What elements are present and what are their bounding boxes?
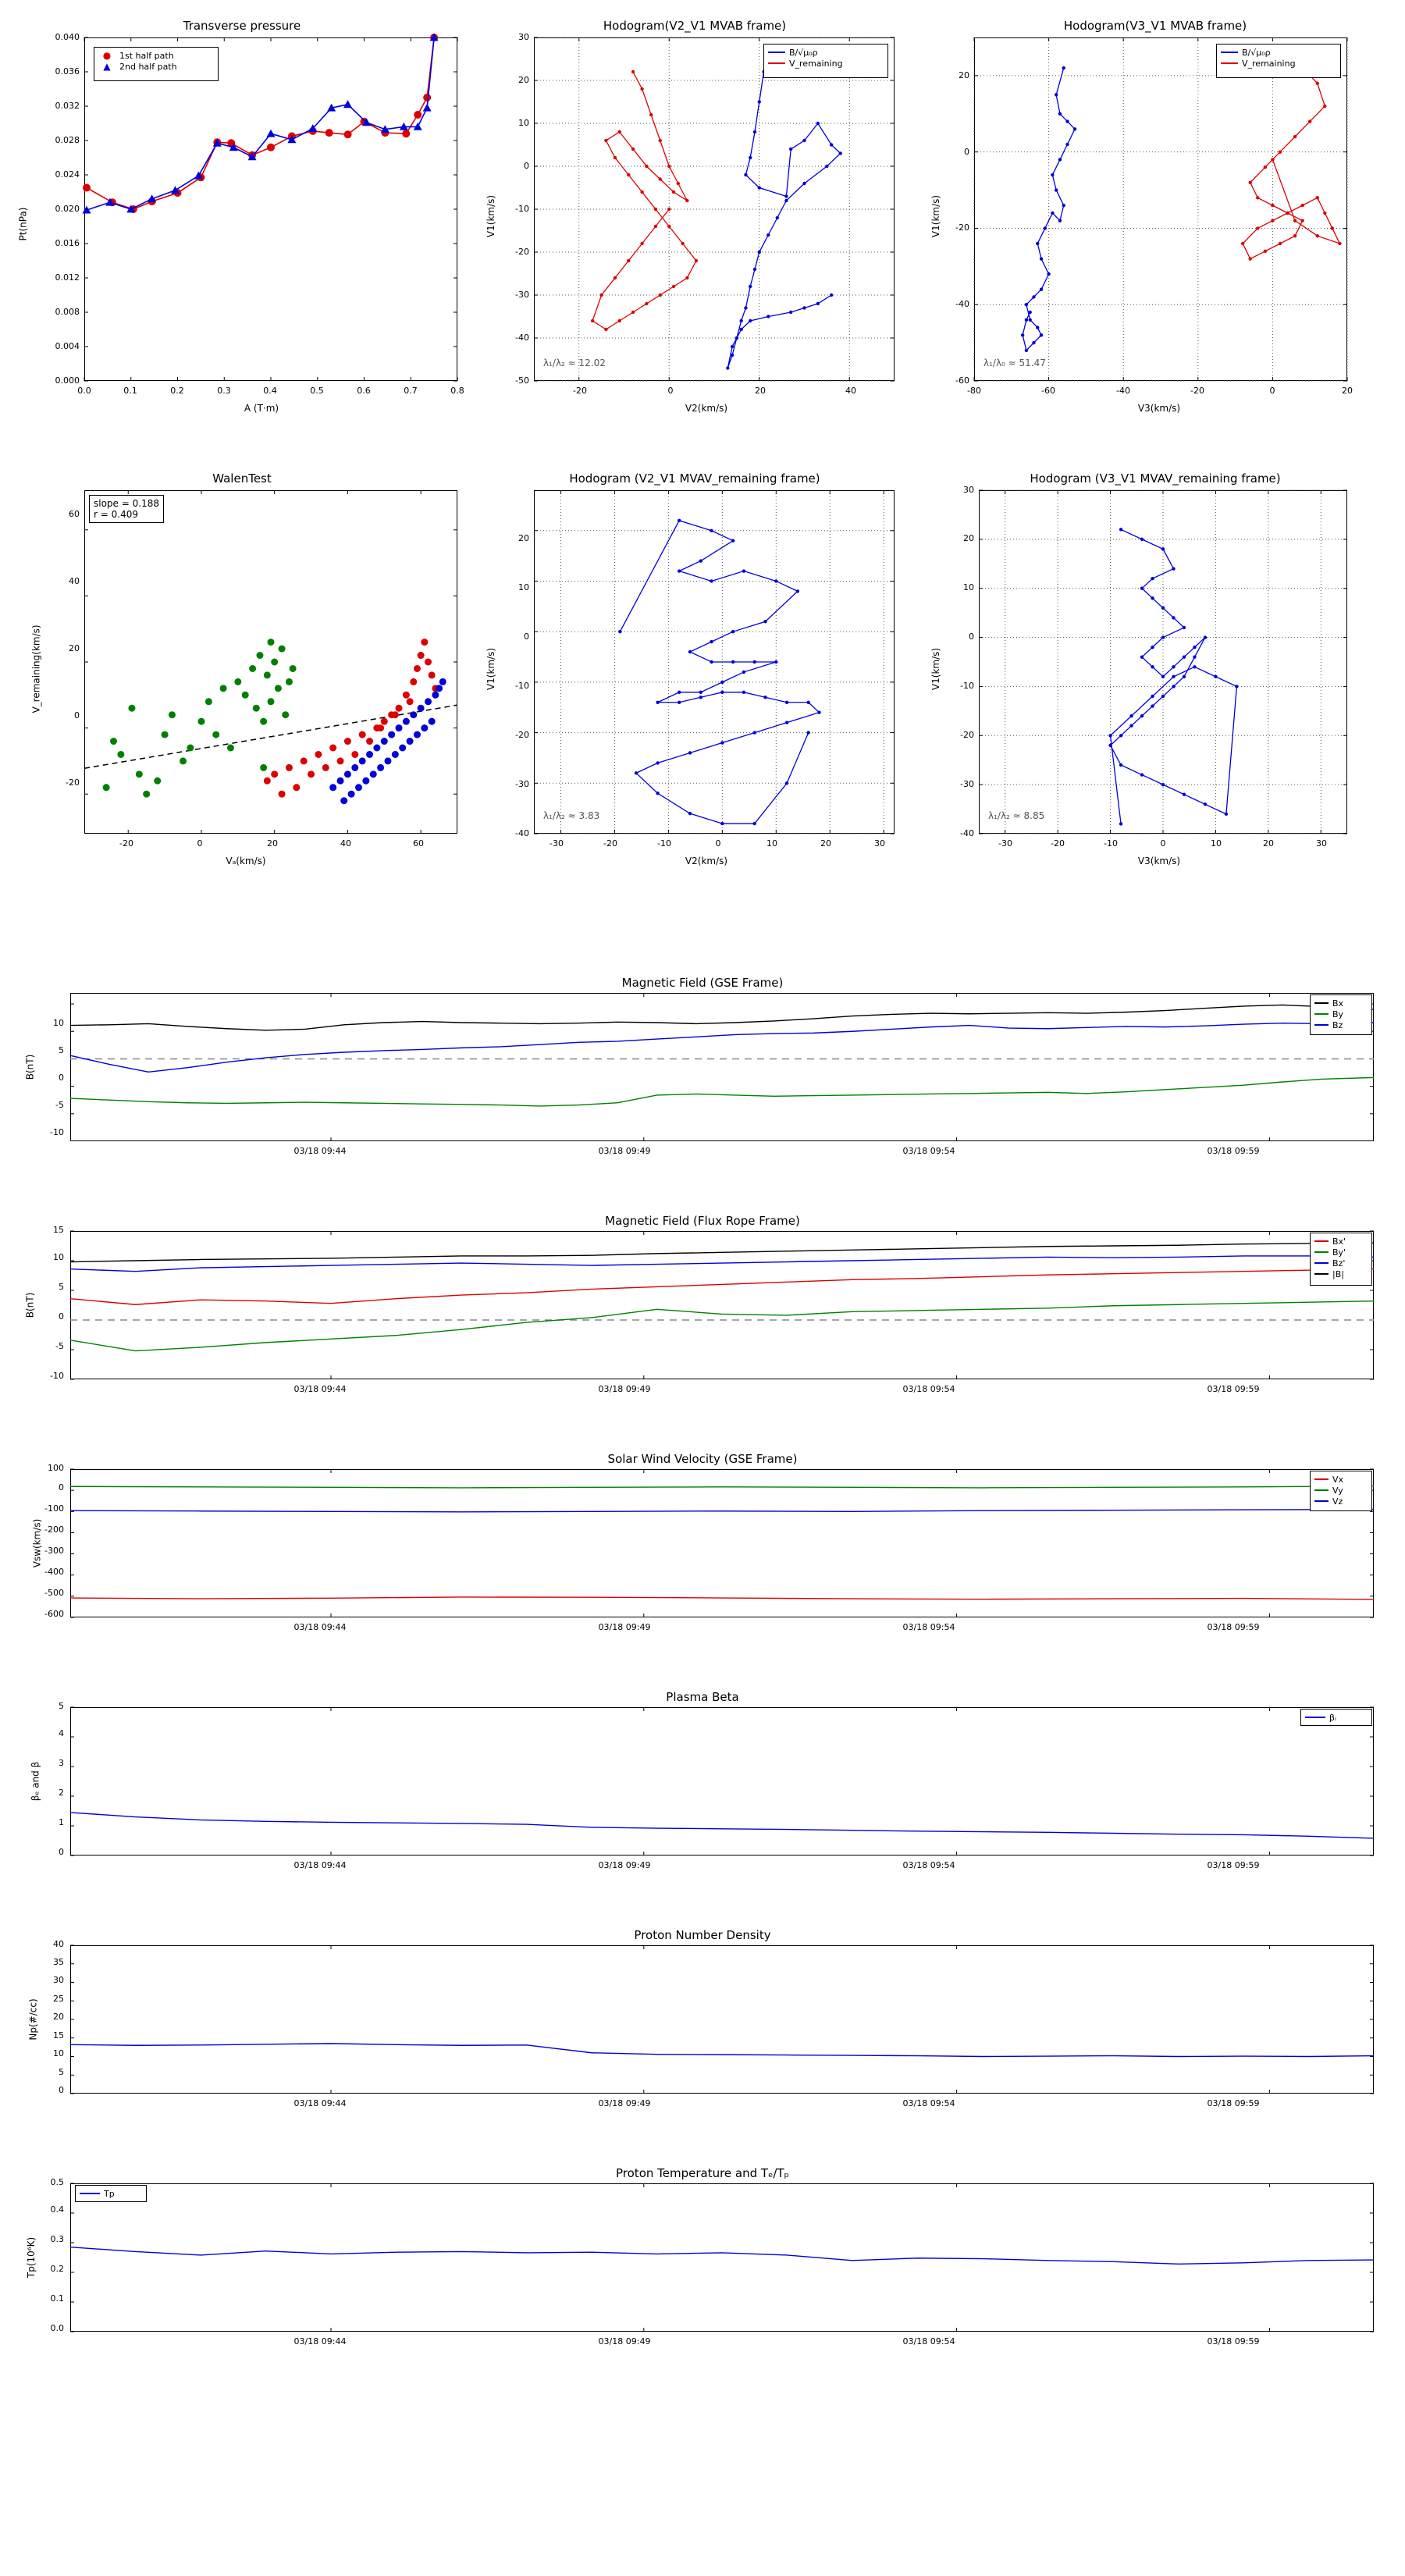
y-tick: 0 [59, 1482, 64, 1493]
legend-line-icon [1314, 1024, 1329, 1026]
legend [763, 44, 888, 78]
y-tick: 0 [969, 632, 974, 642]
fit-annotation [89, 495, 164, 523]
x-axis-label: V3(km/s) [1137, 856, 1181, 866]
y-tick: 0.020 [55, 204, 80, 214]
y-tick: -20 [66, 777, 80, 788]
y-tick: 0 [59, 1073, 64, 1083]
legend-label: Vy [1332, 1485, 1343, 1496]
y-tick: 100 [48, 1463, 64, 1473]
y-tick: -10 [515, 681, 529, 691]
legend-line-icon [1314, 1002, 1329, 1004]
panel-title: Transverse pressure [183, 19, 301, 33]
legend [1310, 1471, 1372, 1511]
y-tick: -10 [515, 204, 529, 214]
y-tick: 3 [59, 1758, 64, 1768]
legend-line-icon [1314, 1262, 1329, 1264]
y-tick: 10 [963, 582, 974, 592]
panel-proton-number-density [23, 1928, 1382, 2123]
y-tick: 0.012 [55, 272, 80, 283]
x-tick: 03/18 09:54 [902, 1860, 955, 1870]
y-tick: -20 [960, 730, 974, 740]
legend-label: Bz [1332, 1019, 1343, 1030]
x-tick: 03/18 09:59 [1207, 2098, 1260, 2108]
y-axis-label: Tp(10⁶K) [26, 2236, 37, 2279]
y-tick: 4 [59, 1728, 64, 1738]
panel-solar-wind-velocity [23, 1452, 1382, 1647]
y-tick: 5 [59, 2067, 64, 2077]
y-tick: 20 [518, 75, 529, 85]
y-tick: -40 [955, 299, 969, 309]
y-tick: -5 [55, 1341, 64, 1351]
y-tick: 15 [53, 2030, 64, 2041]
fit-slope: slope = 0.188 [94, 498, 159, 509]
panel-title: Proton Temperature and Tₑ/Tₚ [616, 2166, 789, 2180]
y-tick: 0.5 [50, 2177, 64, 2187]
panel-proton-temperature [23, 2166, 1382, 2361]
legend [1300, 1709, 1372, 1726]
x-tick: -60 [1041, 386, 1055, 396]
panel-title: Plasma Beta [666, 1690, 739, 1704]
x-tick: 03/18 09:54 [902, 2098, 955, 2108]
legend-label: Bz' [1332, 1258, 1346, 1268]
y-tick: 10 [53, 1252, 64, 1262]
legend-line-icon [1314, 1478, 1329, 1480]
x-tick: 03/18 09:59 [1207, 1146, 1260, 1156]
panel-title: Hodogram(V2_V1 MVAB frame) [603, 19, 787, 33]
x-tick: 20 [1263, 838, 1274, 849]
x-tick: 0.7 [404, 386, 418, 396]
y-tick: 30 [518, 32, 529, 42]
y-tick: -100 [44, 1503, 64, 1514]
y-tick: 0.0 [50, 2323, 64, 2333]
x-tick: 03/18 09:49 [598, 2336, 651, 2347]
y-axis-label: V1(km/s) [486, 647, 497, 691]
y-tick: 0.028 [55, 135, 80, 145]
legend-label: V_remaining [1242, 58, 1296, 69]
x-tick: 03/18 09:54 [902, 1146, 955, 1156]
y-tick: -10 [960, 681, 974, 691]
y-tick: 0.1 [50, 2293, 64, 2304]
y-tick: 0 [964, 147, 969, 157]
panel-plasma-beta [23, 1690, 1382, 1885]
y-tick: 35 [53, 1957, 64, 1967]
y-tick: 30 [53, 1975, 64, 1985]
y-tick: 0.3 [50, 2234, 64, 2244]
panel-hodogram-v2v1-mvav [484, 468, 905, 874]
y-tick: 0 [524, 632, 529, 642]
x-tick: 03/18 09:44 [293, 1860, 347, 1870]
x-tick: -20 [1051, 838, 1065, 849]
legend-line-icon [1314, 1251, 1329, 1253]
panel-walen-test [23, 468, 461, 874]
x-tick: 03/18 09:49 [598, 2098, 651, 2108]
x-tick: -10 [657, 838, 671, 849]
x-tick: 03/18 09:54 [902, 1384, 955, 1394]
y-tick: 0.2 [50, 2264, 64, 2274]
legend [1216, 44, 1341, 78]
legend-label: B/√μ₀ρ [789, 47, 818, 58]
y-tick: 0.000 [55, 375, 80, 386]
panel-title: Solar Wind Velocity (GSE Frame) [607, 1452, 798, 1466]
y-tick: 20 [959, 70, 969, 80]
x-tick: 0 [667, 386, 674, 396]
eigenvalue-annotation: λ₁/λ₂ ≈ 8.85 [988, 810, 1045, 821]
y-axis-label: Vsw(km/s) [31, 1518, 43, 1568]
y-tick: 2 [59, 1788, 64, 1798]
x-tick: -30 [550, 838, 564, 849]
x-tick: 03/18 09:44 [293, 1384, 347, 1394]
panel-title: Hodogram (V3_V1 MVAV_remaining frame) [1030, 471, 1281, 486]
y-tick: 40 [53, 1939, 64, 1949]
y-tick: 0 [59, 1311, 64, 1322]
y-tick: -10 [50, 1371, 64, 1381]
x-tick: 03/18 09:59 [1207, 1384, 1260, 1394]
y-tick: 0 [524, 161, 529, 171]
y-tick: 0 [59, 1847, 64, 1857]
x-tick: 30 [874, 838, 885, 849]
legend-line-icon [1314, 1013, 1329, 1015]
legend-line-icon [1314, 1240, 1329, 1242]
x-tick: 03/18 09:44 [293, 1146, 347, 1156]
x-tick: 03/18 09:44 [293, 2336, 347, 2347]
series-canvas [23, 468, 461, 874]
x-tick: 0.5 [310, 386, 324, 396]
x-tick: 60 [413, 838, 424, 849]
legend-label: V_remaining [789, 58, 843, 69]
y-tick: 0 [59, 2085, 64, 2095]
y-tick: -200 [44, 1525, 64, 1535]
x-tick: -20 [1190, 386, 1204, 396]
y-tick: 40 [69, 576, 80, 586]
panel-magnetic-field-gse [23, 976, 1382, 1171]
legend-label: By' [1332, 1247, 1346, 1258]
legend-line-icon [1314, 1489, 1329, 1491]
series-canvas [23, 1690, 1382, 1885]
x-tick: 0 [1269, 386, 1275, 396]
fit-r: r = 0.409 [94, 509, 138, 520]
x-tick: 20 [1342, 386, 1353, 396]
x-tick: 20 [755, 386, 766, 396]
x-tick: 30 [1316, 838, 1327, 849]
x-tick: 03/18 09:59 [1207, 1860, 1260, 1870]
y-tick: 5 [59, 1045, 64, 1055]
eigenvalue-annotation: λ₁/λ₂ ≈ 3.83 [543, 810, 600, 821]
y-tick: -60 [955, 375, 969, 386]
legend-label: Tp [104, 2188, 115, 2199]
legend-label: By [1332, 1009, 1344, 1019]
panel-title: WalenTest [212, 471, 272, 486]
x-tick: 03/18 09:44 [293, 2098, 347, 2108]
y-tick: 20 [518, 533, 529, 543]
panel-hodogram-v2v1-mvab [484, 16, 905, 422]
legend-line-icon [1221, 62, 1238, 64]
y-tick: 0 [74, 710, 80, 720]
x-tick: 0.4 [263, 386, 277, 396]
x-tick: -30 [998, 838, 1012, 849]
marker-circle-icon: ● [102, 50, 112, 61]
legend-line-icon [80, 2193, 100, 2194]
panel-title: Magnetic Field (GSE Frame) [621, 976, 784, 990]
series-canvas [23, 976, 1382, 1171]
legend-line-icon [768, 62, 785, 64]
legend-line-icon [768, 52, 785, 53]
y-tick: -300 [44, 1546, 64, 1556]
marker-triangle-icon: ▲ [103, 61, 111, 72]
y-tick: 0.036 [55, 66, 80, 76]
x-tick: -10 [1104, 838, 1118, 849]
panel-transverse-pressure [17, 16, 464, 422]
x-tick: 03/18 09:54 [902, 2336, 955, 2347]
panel-title: Hodogram(V3_V1 MVAB frame) [1063, 19, 1247, 33]
y-tick: 60 [69, 509, 80, 519]
y-tick: -30 [960, 779, 974, 789]
panel-title: Hodogram (V2_V1 MVAV_remaining frame) [569, 471, 820, 486]
y-axis-label: Pt(nPa) [17, 207, 29, 241]
legend-line-icon [1305, 1717, 1325, 1718]
y-tick: -20 [515, 730, 529, 740]
eigenvalue-annotation: λ₁/λ₂ ≈ 12.02 [543, 358, 606, 368]
x-axis-label: A (T·m) [244, 403, 279, 414]
legend-label: Vz [1332, 1496, 1343, 1507]
y-tick: 1 [59, 1817, 64, 1827]
y-axis-label: V1(km/s) [930, 194, 942, 238]
y-tick: 5 [59, 1282, 64, 1292]
legend-label: Bx' [1332, 1236, 1346, 1247]
x-tick: -20 [119, 838, 133, 849]
legend-label: βᵢ [1329, 1712, 1336, 1723]
panel-magnetic-field-flux-rope [23, 1214, 1382, 1409]
y-tick: 0.016 [55, 238, 80, 248]
legend-line-icon [1221, 52, 1238, 53]
x-tick: 0.0 [77, 386, 91, 396]
series-canvas [23, 1452, 1382, 1647]
eigenvalue-annotation: λ₁/λ₀ ≈ 51.47 [984, 358, 1046, 368]
panel-hodogram-v3v1-mvab [929, 16, 1382, 422]
x-tick: 03/18 09:49 [598, 1146, 651, 1156]
y-tick: 15 [53, 1225, 64, 1235]
panel-title: Proton Number Density [634, 1928, 771, 1942]
x-tick: 20 [820, 838, 831, 849]
y-tick: 0.008 [55, 307, 80, 317]
legend-label: Vx [1332, 1474, 1344, 1485]
panel-title: Magnetic Field (Flux Rope Frame) [605, 1214, 800, 1228]
y-axis-label: B(nT) [24, 1054, 36, 1080]
x-axis-label: V2(km/s) [685, 856, 728, 866]
y-tick: 20 [69, 643, 80, 653]
x-axis-label: V3(km/s) [1137, 403, 1181, 414]
y-tick: -500 [44, 1588, 64, 1598]
y-tick: 10 [518, 118, 529, 128]
legend [1310, 1233, 1372, 1286]
legend [1310, 994, 1372, 1035]
x-tick: 10 [1211, 838, 1222, 849]
y-axis-label: V1(km/s) [930, 647, 942, 691]
x-tick: -40 [1116, 386, 1130, 396]
y-tick: 0.4 [50, 2204, 64, 2215]
y-tick: 5 [59, 1701, 64, 1711]
legend-line-icon [1314, 1500, 1329, 1502]
y-axis-label: V1(km/s) [486, 194, 497, 238]
y-tick: -400 [44, 1567, 64, 1577]
y-tick: 0.024 [55, 169, 80, 180]
series-canvas [23, 1928, 1382, 2123]
x-tick: 0.3 [217, 386, 231, 396]
legend-line-icon [1314, 1273, 1329, 1275]
x-tick: 0 [197, 838, 203, 849]
y-tick: -40 [960, 828, 974, 838]
y-tick: 10 [53, 2048, 64, 2058]
x-tick: 0.6 [357, 386, 371, 396]
y-tick: -30 [515, 779, 529, 789]
x-tick: -80 [967, 386, 981, 396]
x-tick: 40 [845, 386, 856, 396]
legend-label: 1st half path [119, 50, 174, 61]
x-tick: 03/18 09:59 [1207, 2336, 1260, 2347]
y-tick: 30 [963, 485, 974, 495]
x-tick: 03/18 09:49 [598, 1384, 651, 1394]
y-tick: -30 [515, 290, 529, 300]
y-tick: -40 [515, 333, 529, 343]
y-tick: -20 [515, 247, 529, 257]
x-tick: 0 [1160, 838, 1166, 849]
series-canvas [23, 2166, 1382, 2361]
legend-label: Bx [1332, 998, 1344, 1009]
y-tick: -50 [515, 375, 529, 386]
series-canvas [23, 16, 461, 422]
y-tick: -5 [55, 1100, 64, 1110]
legend [75, 2185, 147, 2202]
legend [94, 47, 219, 81]
y-tick: 10 [53, 1018, 64, 1028]
x-tick: 10 [767, 838, 777, 849]
y-tick: -20 [955, 222, 969, 233]
x-axis-label: Vₐ(km/s) [226, 856, 266, 866]
x-tick: 03/18 09:49 [598, 1622, 651, 1632]
y-tick: 0.032 [55, 101, 80, 111]
legend-label: 2nd half path [119, 61, 177, 72]
x-tick: 0 [715, 838, 721, 849]
x-tick: 0.1 [123, 386, 137, 396]
y-tick: -10 [50, 1127, 64, 1137]
x-tick: 20 [267, 838, 278, 849]
x-axis-label: V2(km/s) [685, 403, 728, 414]
panel-hodogram-v3v1-mvav [929, 468, 1382, 874]
x-tick: 03/18 09:54 [902, 1622, 955, 1632]
x-tick: 0.2 [170, 386, 184, 396]
legend-label: B/√μ₀ρ [1242, 47, 1271, 58]
x-tick: -20 [603, 838, 617, 849]
y-axis-label: V_remaining(km/s) [30, 624, 42, 713]
y-tick: 20 [53, 2012, 64, 2022]
y-tick: 0.004 [55, 341, 80, 351]
y-tick: -600 [44, 1609, 64, 1619]
y-tick: -40 [515, 828, 529, 838]
y-tick: 10 [518, 582, 529, 592]
x-tick: 03/18 09:44 [293, 1622, 347, 1632]
x-tick: 03/18 09:59 [1207, 1622, 1260, 1632]
series-canvas [23, 1214, 1382, 1409]
x-tick: -20 [573, 386, 587, 396]
x-tick: 0.8 [450, 386, 464, 396]
y-tick: 20 [963, 533, 974, 543]
y-axis-label: B(nT) [24, 1292, 36, 1318]
y-axis-label: Np(#/cc) [27, 1998, 39, 2041]
y-tick: 0.040 [55, 32, 80, 42]
x-tick: 03/18 09:49 [598, 1860, 651, 1870]
x-tick: 40 [340, 838, 351, 849]
legend-label: |B| [1332, 1268, 1344, 1279]
y-tick: 25 [53, 1994, 64, 2004]
y-axis-label: βₑ and β [30, 1761, 41, 1802]
